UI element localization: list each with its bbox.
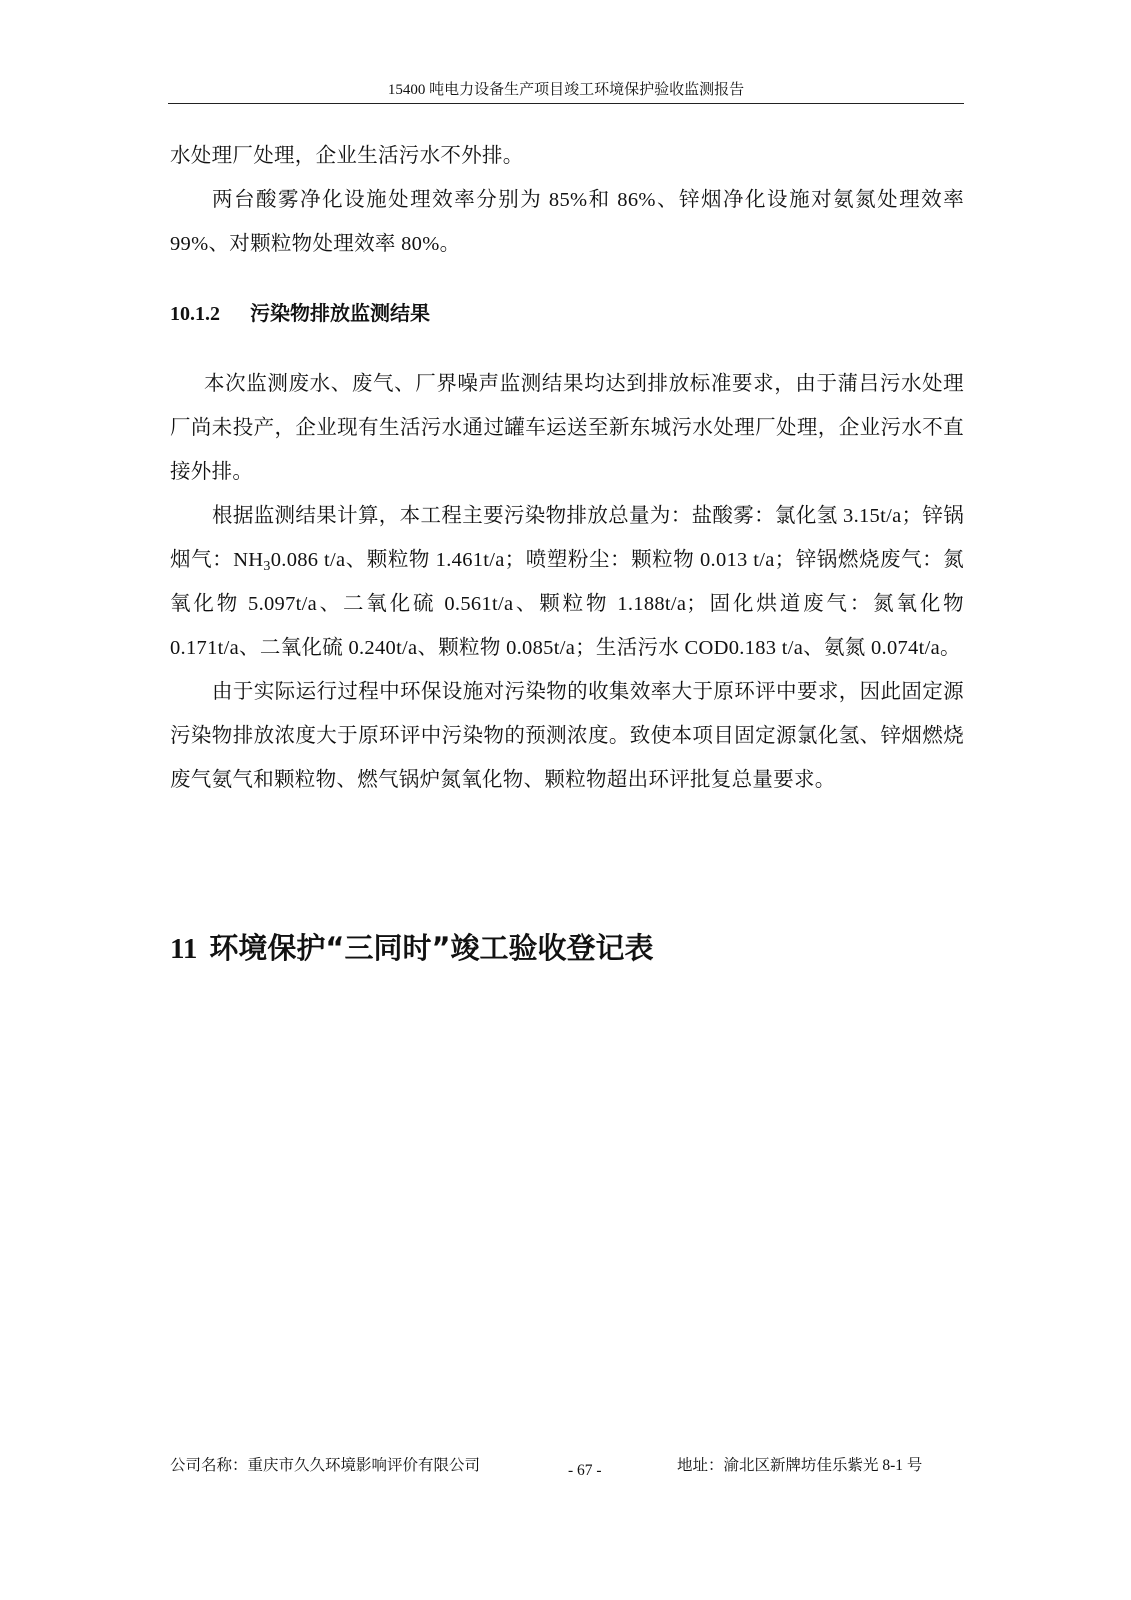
footer-company: 公司名称：重庆市久久环境影响评价有限公司 — [170, 1457, 481, 1474]
chapter-title: 环境保护“三同时”竣工验收登记表 — [209, 931, 654, 965]
emission-text-part1: 根据监测结果计算，本工程主要污染物排放总量为：盐酸雾：氯化氢 3.15t/a；锌锅烟气：NH — [170, 505, 964, 571]
chapter-number: 11 — [170, 933, 198, 965]
paragraph-efficiency: 两台酸雾净化设施处理效率分别为 85%和 86%、锌烟净化设施对氨氮处理效率 99%、对颗粒物处理效率 80%。 — [170, 189, 964, 255]
emission-subscript: 3 — [263, 559, 271, 574]
emission-text-part2: 0.086 t/a、颗粒物 1.461t/a；喷塑粉尘：颗粒物 0.013 t/a；锌锅燃烧废气：氮氧化物 5.097t/a、二氧化硫 0.561t/a、颗粒物 1.188t/a；固化烘道废气：氮氧化物 0.171t/a、二氧化硫 0.240t/a、颗粒物 0.085t/a；生活污水 COD0.183 t/a、氨氮 0.074t/a。 — [170, 549, 965, 659]
footer-address: 地址：渝北区新牌坊佳乐紫光 8-1 号 — [677, 1457, 923, 1474]
section-number: 10.1.2 — [170, 303, 220, 325]
page-header-title: 15400 吨电力设备生产项目竣工环境保护验收监测报告 — [387, 82, 745, 98]
header-divider — [168, 103, 964, 104]
footer-page-number: - 67 - — [568, 1462, 602, 1479]
paragraph-continuation: 水处理厂处理，企业生活污水不外排。 — [170, 145, 524, 167]
paragraph-emission-totals — [170, 494, 964, 670]
body-block-results — [170, 362, 964, 802]
chapter-heading — [170, 928, 654, 969]
section-title: 污染物排放监测结果 — [250, 303, 430, 325]
section-heading — [170, 299, 430, 329]
paragraph-monitoring-summary: 本次监测废水、废气、厂界噪声监测结果均达到排放标准要求，由于蒲吕污水处理厂尚未投产，企业现有生活污水通过罐车运送至新东城污水处理厂处理，企业污水不直接外排。 — [170, 373, 964, 483]
body-block-top — [170, 134, 964, 266]
paragraph-exceedance: 由于实际运行过程中环保设施对污染物的收集效率大于原环评中要求，因此固定源污染物排放浓度大于原环评中污染物的预测浓度。致使本项目固定源氯化氢、锌烟燃烧废气氨气和颗粒物、燃气锅炉氮氧化物、颗粒物超出环评批复总量要求。 — [170, 681, 964, 791]
